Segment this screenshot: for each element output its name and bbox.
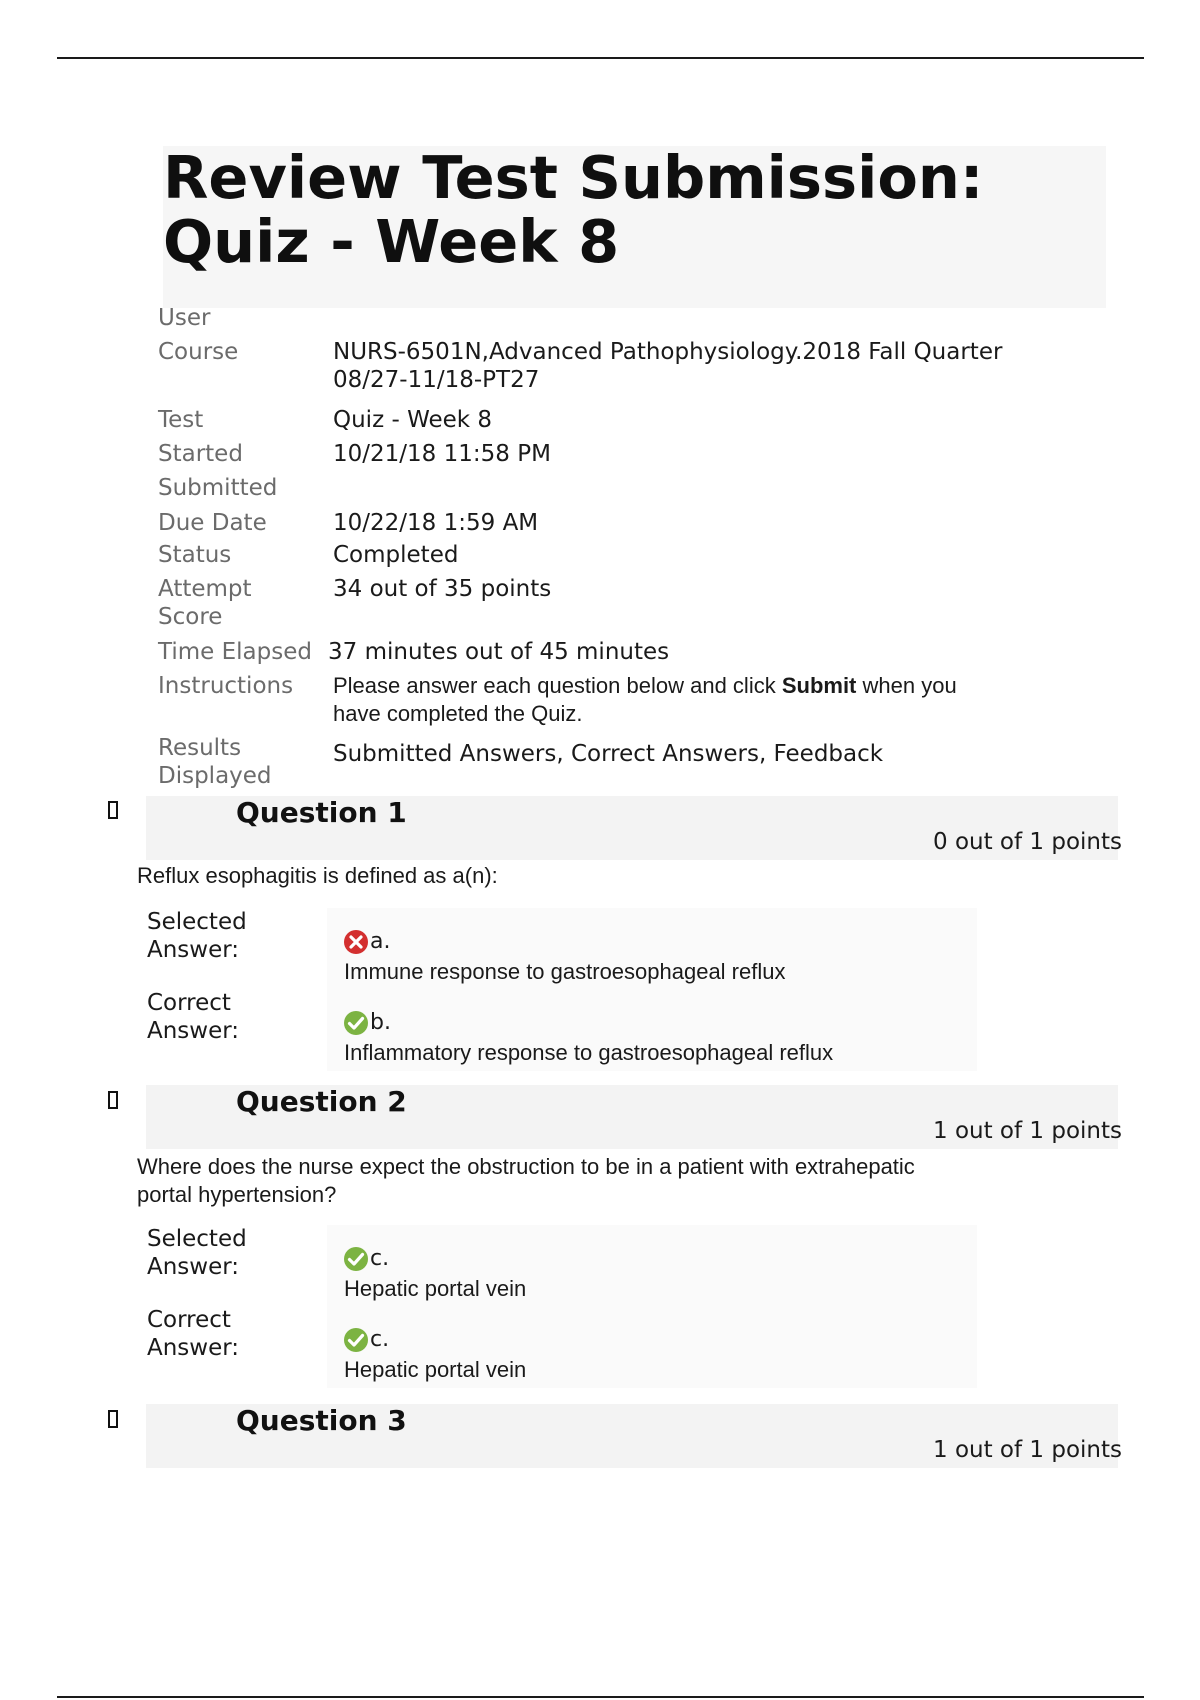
selected-label-line2: Answer: bbox=[147, 937, 240, 963]
course-label: Course bbox=[158, 339, 239, 365]
top-rule bbox=[57, 57, 1144, 59]
question-2-text-line2: portal hypertension? bbox=[137, 1182, 337, 1207]
instructions-submit-word: Submit bbox=[781, 673, 857, 698]
correct-icon bbox=[343, 1010, 369, 1036]
due-date-label: Due Date bbox=[158, 510, 267, 536]
question-1-title: Question 1 bbox=[236, 796, 407, 829]
attempt-score-value: 34 out of 35 points bbox=[333, 576, 552, 602]
correct-label-line2: Answer: bbox=[147, 1018, 240, 1044]
correct-answer-label bbox=[147, 1306, 297, 1362]
test-label: Test bbox=[158, 407, 204, 433]
due-date-value: 10/22/18 1:59 AM bbox=[333, 510, 539, 536]
time-elapsed-label: Time Elapsed bbox=[158, 639, 312, 665]
instructions-line2: have completed the Quiz. bbox=[333, 701, 583, 726]
attempt-score-label bbox=[158, 575, 328, 631]
page-title-line2: Quiz - Week 8 bbox=[163, 207, 620, 276]
instructions-post: when you bbox=[856, 673, 957, 698]
answer-letter: b. bbox=[370, 1010, 391, 1035]
answer-letter-row bbox=[343, 928, 390, 956]
question-3-marker-icon bbox=[108, 1410, 118, 1428]
answer-letter-row bbox=[343, 1245, 389, 1273]
question-2-header bbox=[146, 1085, 1122, 1149]
answer-letter-row bbox=[343, 1009, 391, 1037]
correct-answer-label bbox=[147, 989, 297, 1045]
started-value: 10/21/18 11:58 PM bbox=[333, 441, 551, 467]
answer-letter: c. bbox=[370, 1327, 390, 1352]
started-label: Started bbox=[158, 441, 243, 467]
correct-icon bbox=[343, 1246, 369, 1272]
results-label-line1: Results bbox=[158, 735, 242, 761]
time-elapsed-value: 37 minutes out of 45 minutes bbox=[328, 639, 670, 665]
answer-letter-row bbox=[343, 1326, 389, 1354]
question-2-text-line1: Where does the nurse expect the obstruction to be in a patient with extrahepatic bbox=[137, 1154, 915, 1179]
results-displayed-value: Submitted Answers, Correct Answers, Feedback bbox=[333, 741, 884, 767]
instructions-value bbox=[333, 672, 1053, 728]
submitted-label: Submitted bbox=[158, 475, 278, 501]
question-3-title: Question 3 bbox=[236, 1404, 407, 1437]
status-label: Status bbox=[158, 542, 232, 568]
incorrect-icon bbox=[343, 929, 369, 955]
title-block bbox=[163, 143, 1106, 308]
answer-text: Inflammatory response to gastroesophageal reflux bbox=[344, 1040, 834, 1065]
selected-label-line2: Answer: bbox=[147, 1254, 240, 1280]
results-label-line2: Displayed bbox=[158, 763, 272, 789]
correct-label-line1: Correct bbox=[147, 1307, 231, 1333]
answer-letter: c. bbox=[370, 1246, 390, 1271]
answer-text: Hepatic portal vein bbox=[344, 1276, 527, 1301]
test-value: Quiz - Week 8 bbox=[333, 407, 493, 433]
question-1-text: Reflux esophagitis is defined as a(n): bbox=[137, 863, 498, 888]
answer-letter: a. bbox=[370, 929, 391, 954]
question-2-title: Question 2 bbox=[236, 1085, 407, 1118]
answer-text: Hepatic portal vein bbox=[344, 1357, 527, 1382]
selected-answer-label bbox=[147, 1225, 297, 1281]
course-value bbox=[333, 338, 1053, 394]
question-3-header bbox=[146, 1404, 1122, 1468]
question-1-marker-icon bbox=[108, 801, 118, 819]
user-label: User bbox=[158, 305, 211, 331]
attempt-label-line1: Attempt bbox=[158, 576, 252, 602]
question-1-header bbox=[146, 796, 1122, 860]
instructions-pre: Please answer each question below and click bbox=[333, 673, 782, 698]
correct-label-line2: Answer: bbox=[147, 1335, 240, 1361]
attempt-label-line2: Score bbox=[158, 604, 223, 630]
question-2-points: 1 out of 1 points bbox=[933, 1118, 1122, 1144]
correct-label-line1: Correct bbox=[147, 990, 231, 1016]
course-value-line2: 08/27-11/18-PT27 bbox=[333, 367, 540, 393]
answer-text: Immune response to gastroesophageal reflux bbox=[344, 959, 786, 984]
selected-answer-label bbox=[147, 908, 297, 964]
instructions-label: Instructions bbox=[158, 673, 294, 699]
bottom-rule bbox=[57, 1696, 1144, 1698]
selected-label-line1: Selected bbox=[147, 909, 247, 935]
selected-label-line1: Selected bbox=[147, 1226, 247, 1252]
results-displayed-label bbox=[158, 734, 328, 790]
status-value: Completed bbox=[333, 542, 459, 568]
question-2-text bbox=[137, 1153, 1037, 1209]
correct-icon bbox=[343, 1327, 369, 1353]
question-3-points: 1 out of 1 points bbox=[933, 1437, 1122, 1463]
question-2-marker-icon bbox=[108, 1091, 118, 1109]
course-value-line1: NURS-6501N,Advanced Pathophysiology.2018 Fall Quarter bbox=[333, 339, 1003, 365]
question-1-points: 0 out of 1 points bbox=[933, 829, 1122, 855]
page-title bbox=[163, 143, 984, 276]
page-title-line1: Review Test Submission: bbox=[163, 143, 984, 212]
